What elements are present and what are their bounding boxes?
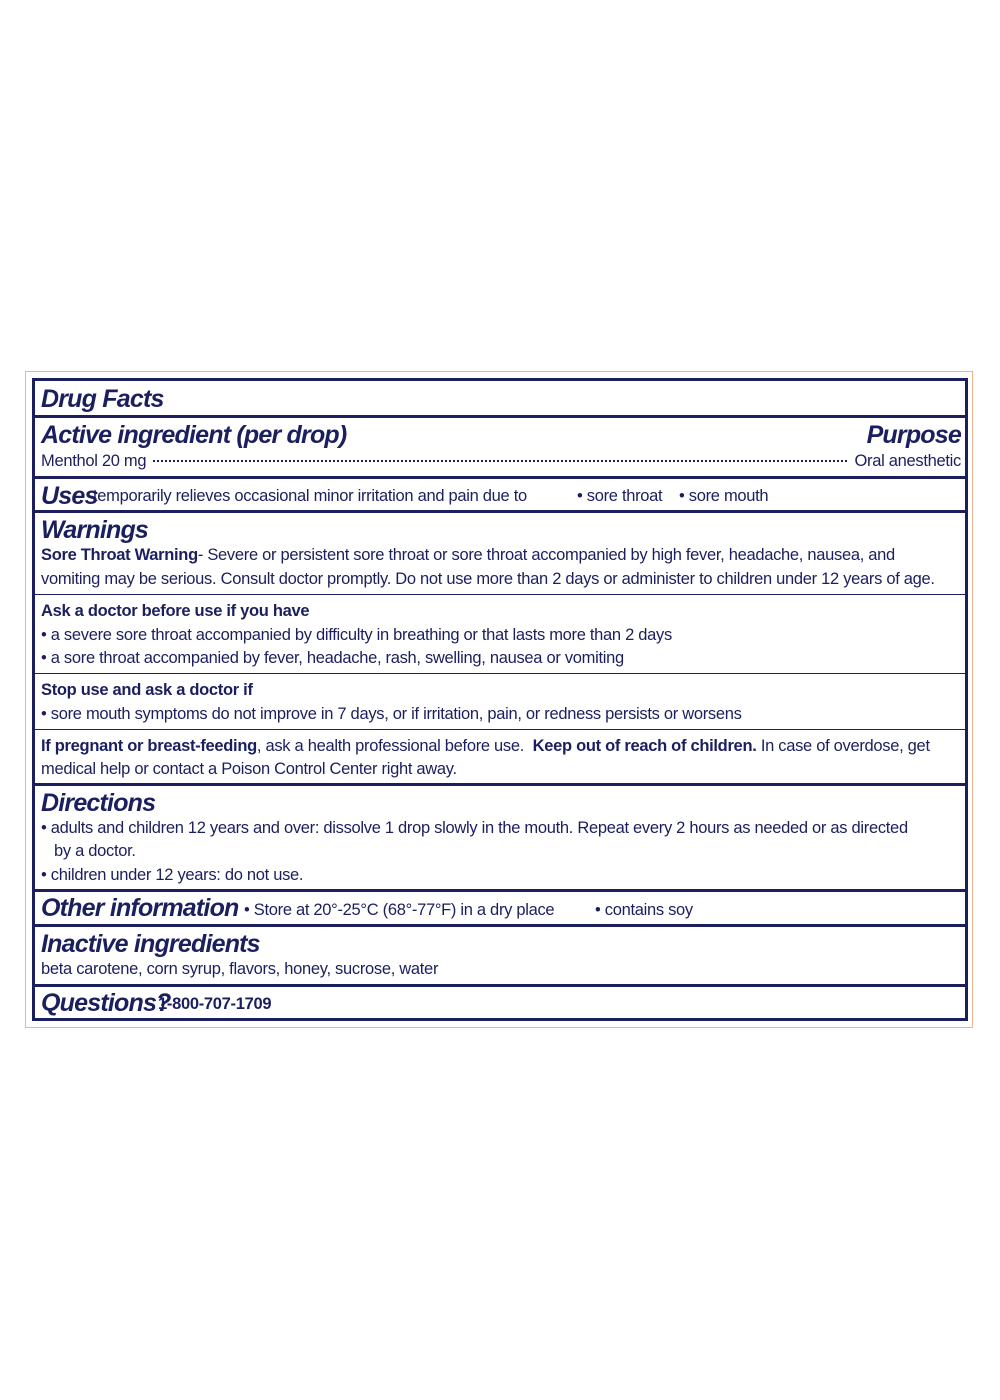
uses-heading: Uses — [41, 482, 98, 510]
divider — [35, 594, 965, 595]
uses-item: • sore throat — [577, 487, 663, 505]
drug-facts-panel — [32, 378, 968, 1021]
drug-facts-title: Drug Facts — [41, 385, 164, 413]
divider — [35, 415, 965, 418]
sore-throat-warning-label: Sore Throat Warning — [41, 546, 198, 564]
pregnancy-warning-line1 — [41, 736, 930, 756]
purpose-heading: Purpose — [866, 421, 961, 449]
sore-throat-warning-line2: vomiting may be serious. Consult doctor promptly. Do not use more than 2 days or administer to children under 12 years of age. — [41, 570, 935, 588]
uses-item: • sore mouth — [679, 487, 769, 505]
sore-throat-warning-text: - Severe or persistent sore throat or sore throat accompanied by high fever, headache, nausea, and — [197, 546, 895, 564]
divider — [35, 889, 965, 892]
questions-phone: 1-800-707-1709 — [158, 995, 272, 1013]
divider — [35, 984, 965, 987]
divider — [35, 783, 965, 786]
uses-text: temporarily relieves occasional minor irritation and pain due to — [93, 487, 527, 505]
questions-heading: Questions? — [41, 989, 171, 1017]
ask-doctor-item: • a sore throat accompanied by fever, headache, rash, swelling, nausea or vomiting — [41, 649, 624, 667]
other-information-item: • contains soy — [595, 901, 693, 919]
directions-heading: Directions — [41, 789, 156, 817]
divider — [35, 729, 965, 730]
directions-line: • adults and children 12 years and over: dissolve 1 drop slowly in the mouth. Repeat every 2 hours as needed or as directed — [41, 819, 908, 837]
active-ingredient-name: Menthol 20 mg — [41, 452, 147, 470]
active-ingredient-purpose: Oral anesthetic — [854, 452, 961, 470]
divider — [35, 924, 965, 927]
directions-line: • children under 12 years: do not use. — [41, 866, 304, 884]
other-information-item: • Store at 20°-25°C (68°-77°F) in a dry place — [244, 901, 555, 919]
leader-dots — [153, 460, 847, 462]
other-information-heading: Other information — [41, 894, 239, 922]
directions-line: by a doctor. — [54, 842, 136, 860]
pregnancy-text: , ask a health professional before use. — [256, 737, 525, 755]
stop-use-heading: Stop use and ask a doctor if — [41, 681, 253, 699]
pregnancy-label: If pregnant or breast-feeding — [41, 737, 257, 755]
inactive-ingredients-text: beta carotene, corn syrup, flavors, honey, sucrose, water — [41, 960, 439, 978]
stop-use-item: • sore mouth symptoms do not improve in 7 days, or if irritation, pain, or redness persists or worsens — [41, 705, 742, 723]
divider — [35, 476, 965, 479]
warnings-heading: Warnings — [41, 516, 149, 544]
sore-throat-warning-line1 — [41, 545, 895, 565]
ask-doctor-heading: Ask a doctor before use if you have — [41, 602, 310, 620]
keep-out-label: Keep out of reach of children. — [532, 737, 757, 755]
ask-doctor-item: • a severe sore throat accompanied by difficulty in breathing or that lasts more than 2 days — [41, 626, 672, 644]
pregnancy-warning-line2: medical help or contact a Poison Control Center right away. — [41, 760, 457, 778]
inactive-ingredients-heading: Inactive ingredients — [41, 930, 260, 958]
divider — [35, 510, 965, 513]
divider — [35, 673, 965, 674]
keep-out-text: In case of overdose, get — [760, 737, 930, 755]
active-ingredient-heading: Active ingredient (per drop) — [41, 421, 347, 449]
